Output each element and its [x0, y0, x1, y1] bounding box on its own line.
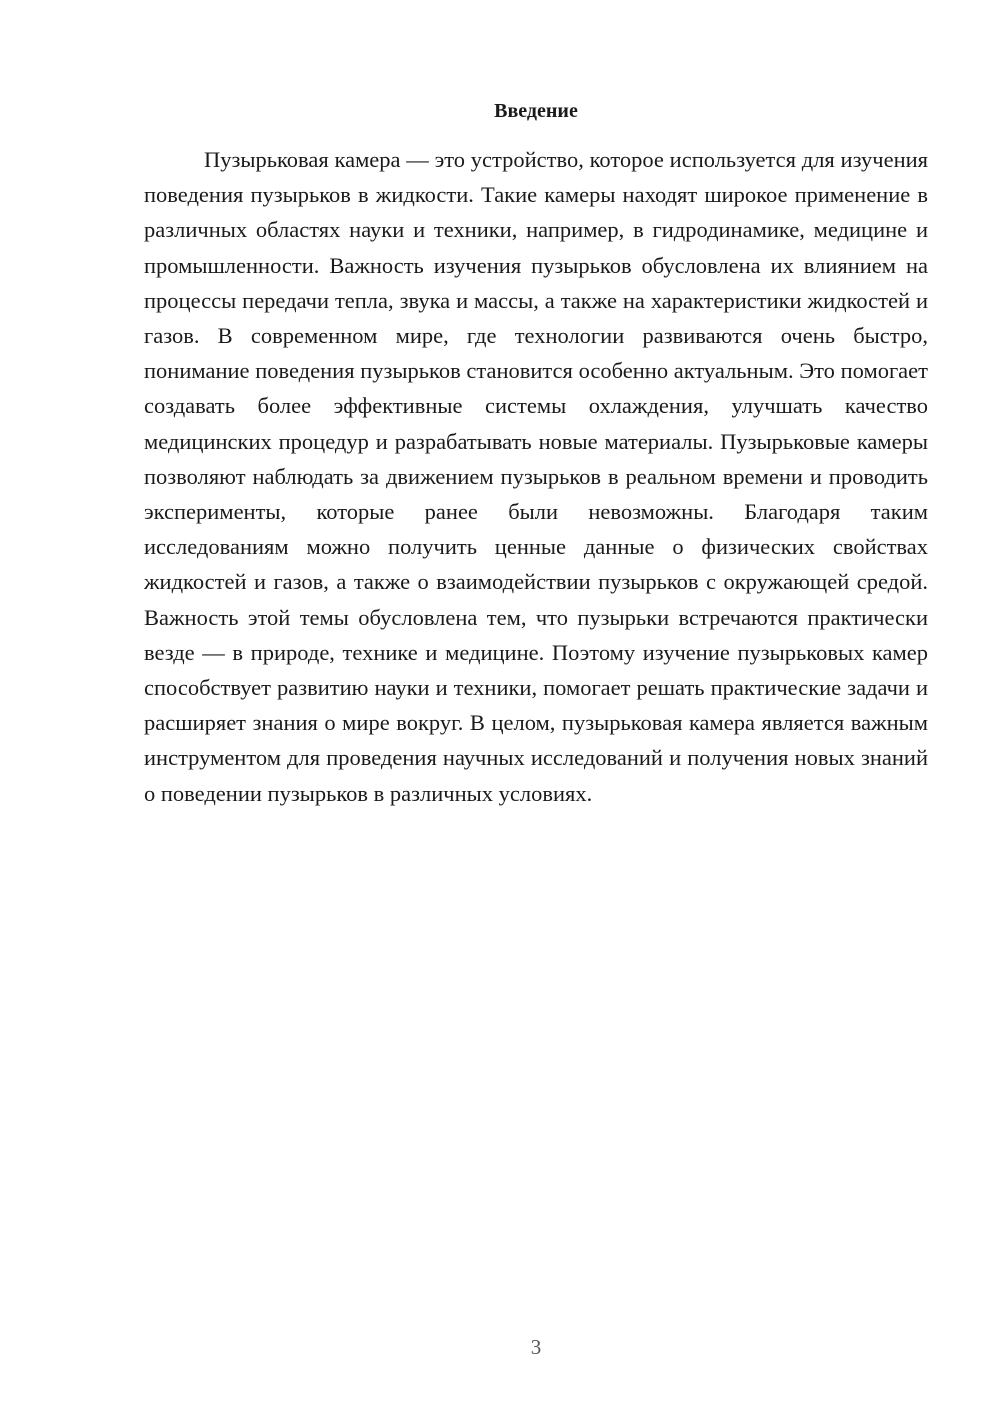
intro-paragraph: Пузырьковая камера — это устройство, которое используется для изучения поведения пузырьков в жидкости. Такие камеры находят широкое применение в различных областях науки и техники, например, в гидродинамике, медицине и промышленности. Важность изучения пузырьков обусловлена их влиянием на процессы передачи тепла, звука и массы, а также на характеристики жидкостей и газов. В современном мире, где технологии развиваются очень быстро, понимание поведения пузырьков становится особенно актуальным. Это помогает создавать более эффективные системы охлаждения, улучшать качество медицинских процедур и разрабатывать новые материалы. Пузырьковые камеры позволяют наблюдать за движением пузырьков в реальном времени и проводить эксперименты, которые ранее были невозможны. Благодаря таким исследованиям можно получить ценные данные о физических свойствах жидкостей и газов, а также о взаимодействии пузырьков с окружающей средой. Важность этой темы обусловлена тем, что пузырьки встречаются практически везде — в природе, технике и медицине. Поэтому изучение пузырьковых камер способствует развитию науки и техники, помогает решать практические задачи и расширяет знания о мире вокруг. В целом, пузырьковая камера является важным инструментом для проведения научных исследований и получения новых знаний о поведении пузырьков в различных условиях.	[144, 147, 928, 806]
page-number: 3	[530, 1335, 542, 1359]
section-heading: Введение	[494, 100, 578, 122]
